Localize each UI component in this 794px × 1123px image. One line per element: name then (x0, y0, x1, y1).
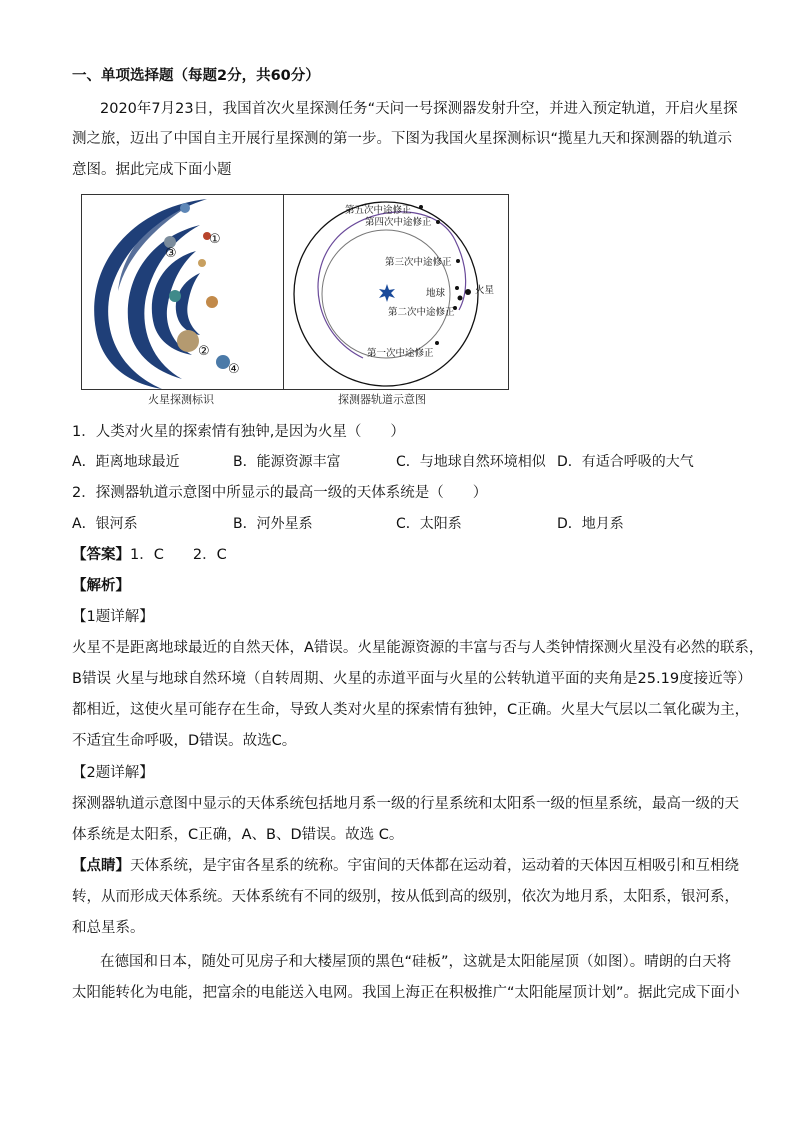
next-intro-line-1: 在德国和日本，随处可见房子和大楼屋顶的黑色“硅板”，这就是太阳能屋顶（如图）。晴朗的白天将 (100, 954, 732, 970)
figure-divider (283, 194, 284, 390)
question-2-stem: 2．探测器轨道示意图中所显示的最高一级的天体系统是（ ） (72, 485, 488, 501)
question-1-stem: 1．人类对火星的探索情有独钟,是因为火星（ ） (72, 424, 405, 440)
answer-label: 【答案】 (72, 547, 130, 563)
intro-line-2: 测之旅，迈出了中国自主开展行星探测的第一步。下图为我国火星探测标识“揽星九天和探测器的轨道示 (72, 131, 733, 147)
planet-icon (198, 259, 206, 267)
label-third-correction: 第三次中途修正 (385, 257, 452, 268)
marker-4: ④ (228, 362, 240, 377)
point-text-1: 天体系统，是宇宙各星系的统称。宇宙间的天体都在运动着，运动着的天体因互相吸引和互相绕 (130, 858, 739, 874)
mars-exploration-logo (82, 195, 282, 389)
section-title: 一、单项选择题（每题2分，共60分） (72, 68, 320, 84)
transfer-orbit (318, 212, 466, 358)
orbit-caption: 探测器轨道示意图 (338, 393, 426, 406)
detail-1-line-2: B错误 火星与地球自然环境（自转周期、火星的赤道平面与火星的公转轨道平面的夹角是25.19度接近等） (72, 671, 752, 687)
planet-icon (177, 330, 199, 352)
question-2-option-a: A．银河系 (72, 516, 138, 532)
question-2-option-d: D．地月系 (557, 516, 624, 532)
label-fifth-correction: 第五次中途修正 (345, 205, 412, 216)
answer-line (72, 545, 227, 565)
detail-1-line-4: 不适宜生命呼吸，D错误。故选C。 (72, 733, 297, 749)
question-1-option-c: C．与地球自然环境相似 (396, 454, 546, 470)
label-fourth-correction: 第四次中途修正 (365, 217, 432, 228)
planet-icon (169, 290, 181, 302)
planet-icon (180, 203, 190, 213)
label-earth: 地球 (426, 288, 446, 299)
intro-line-1: 2020年7月23日，我国首次火星探测任务“天问一号探测器发射升空，并进入预定轨道，开启火星探 (100, 101, 738, 117)
question-1-option-b: B．能源资源丰富 (233, 454, 341, 470)
probe-orbit-diagram (285, 195, 508, 389)
label-first-correction: 第一次中途修正 (367, 348, 434, 359)
analysis-label: 【解析】 (72, 578, 130, 594)
intro-line-3: 意图。据此完成下面小题 (72, 162, 232, 178)
detail-1-label: 【1题详解】 (72, 609, 154, 625)
answer-text: 1．C 2．C (130, 547, 227, 563)
marker-3: ③ (165, 246, 177, 261)
logo-caption: 火星探测标识 (148, 393, 214, 406)
detail-1-line-1: 火星不是距离地球最近的自然天体，A错误。火星能源资源的丰富与否与人类钟情探测火星没有必然的联系， (72, 640, 764, 656)
point-line-3: 和总星系。 (72, 920, 145, 936)
marker-2: ② (198, 344, 210, 359)
detail-2-line-2: 体系统是太阳系，C正确，A、B、D错误。故选 C。 (72, 827, 404, 843)
question-2-option-b: B．河外星系 (233, 516, 313, 532)
next-intro-line-2: 太阳能转化为电能，把富余的电能送入电网。我国上海正在积极推广“太阳能屋顶计划”。据此完成下面小 (72, 985, 740, 1001)
marker-1: ① (209, 232, 221, 247)
point-line-2: 转，从而形成天体系统。天体系统有不同的级别，按从低到高的级别，依次为地月系，太阳系，银河系， (72, 889, 739, 905)
question-1-option-a: A．距离地球最近 (72, 454, 180, 470)
detail-2-line-1: 探测器轨道示意图中显示的天体系统包括地月系一级的行星系统和太阳系一级的恒星系统，最高一级的天 (72, 796, 739, 812)
question-2-option-c: C．太阳系 (396, 516, 462, 532)
detail-2-label: 【2题详解】 (72, 765, 154, 781)
point-label: 【点睛】 (72, 858, 130, 874)
planet-icon (206, 296, 218, 308)
point-line-1 (72, 856, 739, 876)
sun-icon (379, 284, 395, 302)
label-mars: 火星 (475, 285, 495, 296)
detail-1-line-3: 都相近，这使火星可能存在生命，导致人类对火星的探索情有独钟，C正确。火星大气层以二氧化碳为主， (72, 702, 750, 718)
label-second-correction: 第二次中途修正 (388, 307, 455, 318)
question-1-option-d: D．有适合呼吸的大气 (557, 454, 694, 470)
